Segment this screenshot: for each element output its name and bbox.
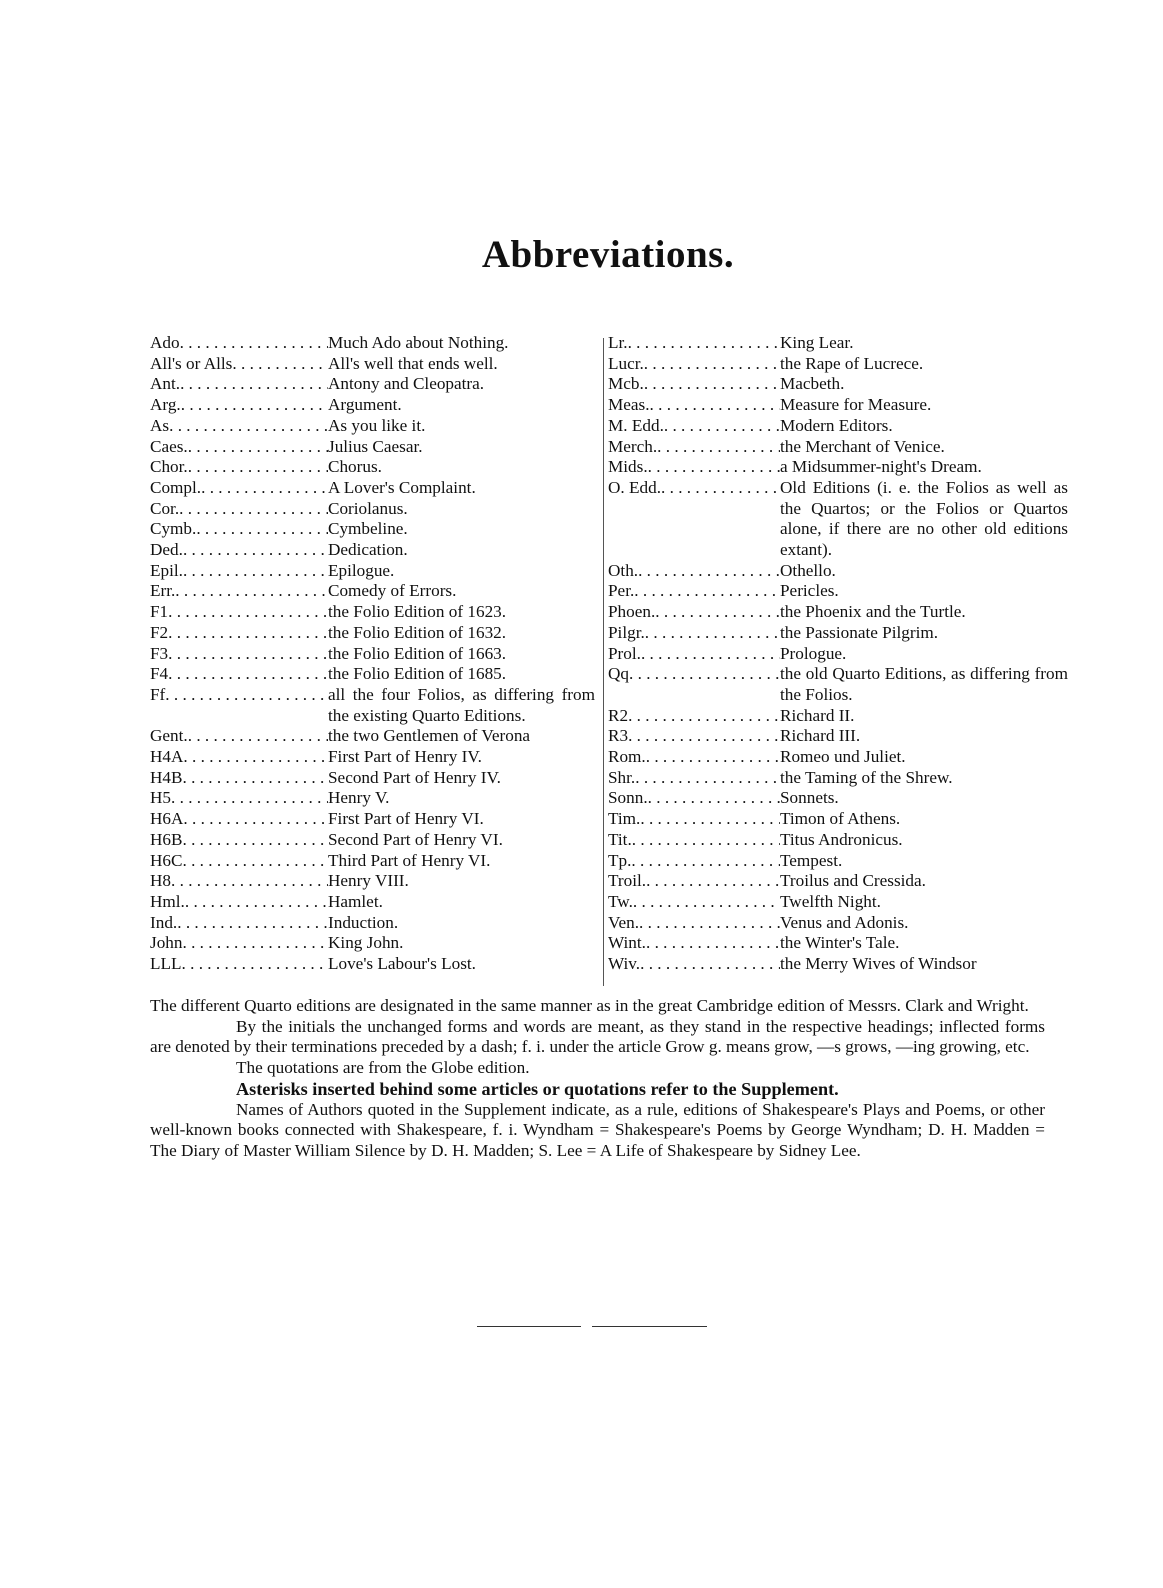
abbreviation-entry bbox=[608, 830, 1068, 851]
notes bbox=[150, 996, 1045, 1162]
dot-leader bbox=[182, 830, 328, 851]
abbreviation-term: F2 bbox=[150, 622, 169, 642]
abbreviation-term-cell bbox=[608, 623, 780, 644]
abbreviation-term: Err. bbox=[150, 581, 176, 601]
abbreviation-meaning: Macbeth. bbox=[780, 374, 845, 394]
abbreviation-term: Troil. bbox=[608, 871, 647, 891]
abbreviation-entry bbox=[150, 561, 595, 582]
dot-leader bbox=[645, 623, 780, 644]
column-divider bbox=[603, 338, 604, 986]
dot-leader bbox=[657, 437, 780, 458]
abbreviation-term: Hml. bbox=[150, 891, 185, 911]
dot-leader bbox=[168, 664, 328, 685]
abbreviation-term-cell bbox=[608, 851, 780, 872]
abbreviation-entry bbox=[608, 788, 1068, 809]
abbreviation-meaning: Old Editions (i. e. the Folios as well as the Quartos; or the Folios or Quartos alone, if there are no other old editions extant). bbox=[780, 477, 1068, 560]
abbreviation-term-cell bbox=[608, 788, 780, 809]
abbreviation-term-cell bbox=[608, 395, 780, 416]
dot-leader bbox=[196, 519, 328, 540]
abbreviation-term-cell bbox=[150, 726, 328, 747]
abbreviation-meaning: the Merchant of Venice. bbox=[780, 436, 945, 456]
abbreviation-meaning: Romeo und Juliet. bbox=[780, 747, 906, 767]
dot-leader bbox=[165, 685, 328, 726]
abbreviation-term: Ven. bbox=[608, 912, 640, 932]
abbreviation-entry bbox=[608, 561, 1068, 582]
abbreviation-term: H6C bbox=[150, 850, 183, 870]
abbreviation-term-cell bbox=[150, 561, 328, 582]
abbreviation-term: Chor. bbox=[150, 457, 188, 477]
abbreviation-term: Meas. bbox=[608, 395, 650, 415]
abbreviation-term-cell bbox=[608, 747, 780, 768]
abbreviation-meaning: the Taming of the Shrew. bbox=[780, 767, 953, 787]
abbreviation-entry bbox=[608, 478, 1068, 561]
abbreviation-entry bbox=[608, 623, 1068, 644]
abbreviation-entry bbox=[608, 913, 1068, 934]
dot-leader bbox=[183, 561, 328, 582]
dot-leader bbox=[179, 499, 328, 520]
abbreviation-entry bbox=[608, 706, 1068, 727]
dot-leader bbox=[168, 602, 328, 623]
dot-leader bbox=[639, 913, 780, 934]
note-quarto-editions: The different Quarto editions are designated in the same manner as in the great Cambridge edition of Messrs. Clark and Wright. bbox=[150, 996, 1029, 1015]
dot-leader bbox=[180, 374, 328, 395]
abbreviation-term: Rom. bbox=[608, 747, 646, 767]
dot-leader bbox=[634, 581, 780, 602]
abbreviation-term-cell bbox=[150, 581, 328, 602]
dot-leader bbox=[180, 333, 328, 354]
abbreviation-entry bbox=[608, 892, 1068, 913]
abbreviation-entry bbox=[150, 892, 595, 913]
abbreviation-term-cell bbox=[150, 954, 328, 975]
dot-leader bbox=[182, 933, 328, 954]
abbreviation-term-cell bbox=[608, 664, 780, 705]
abbreviation-term-cell bbox=[150, 664, 328, 685]
abbreviation-term: Tp. bbox=[608, 850, 632, 870]
dot-leader bbox=[646, 747, 780, 768]
dot-leader bbox=[181, 395, 328, 416]
abbreviation-term-cell bbox=[608, 768, 780, 789]
dot-leader bbox=[661, 478, 780, 561]
abbreviation-term: Ind. bbox=[150, 912, 178, 932]
note-asterisks: Asterisks inserted behind some articles or quotations refer to the Supplement. bbox=[236, 1078, 839, 1099]
abbreviation-entry bbox=[150, 540, 595, 561]
abbreviation-term: R3 bbox=[608, 726, 629, 746]
abbreviation-term-cell bbox=[608, 602, 780, 623]
abbreviation-term: Gent. bbox=[150, 726, 188, 746]
abbreviation-term-cell bbox=[150, 809, 328, 830]
abbreviation-meaning: First Part of Henry IV. bbox=[328, 747, 482, 767]
abbreviation-term: Prol. bbox=[608, 643, 641, 663]
dot-leader bbox=[648, 457, 780, 478]
abbreviation-term: As bbox=[150, 415, 170, 435]
abbreviation-meaning: First Part of Henry VI. bbox=[328, 809, 484, 829]
dot-leader bbox=[182, 768, 328, 789]
dot-leader bbox=[188, 726, 328, 747]
dot-leader bbox=[171, 788, 328, 809]
abbreviation-term-cell bbox=[608, 913, 780, 934]
abbreviation-term-cell bbox=[150, 788, 328, 809]
note-authors: Names of Authors quoted in the Supplement indicate, as a rule, editions of Shakespeare's Plays and Poems, or other well-known books connected with Shakespeare, f. i. Wyndham = Shakespeare's Poems by George Wyndham; D. H. Madden = The Diary of Master William Silence by D. H. Madden; S. Lee = A Life of Shakespeare by Sidney Lee. bbox=[150, 1099, 1045, 1160]
abbreviation-term-cell bbox=[150, 913, 328, 934]
abbreviation-meaning: Chorus. bbox=[328, 457, 382, 477]
abbreviation-entry bbox=[608, 416, 1068, 437]
dot-leader bbox=[183, 747, 328, 768]
abbreviation-term: Sonn. bbox=[608, 788, 648, 808]
abbreviation-term: R2 bbox=[608, 705, 629, 725]
abbreviation-term-cell bbox=[150, 499, 328, 520]
abbreviation-term: Ant. bbox=[150, 374, 181, 394]
abbreviation-term: Pilgr. bbox=[608, 622, 645, 642]
abbreviation-term-cell bbox=[608, 954, 780, 975]
abbreviation-entry bbox=[150, 913, 595, 934]
abbreviation-term: Caes. bbox=[150, 436, 188, 456]
dot-leader bbox=[183, 809, 328, 830]
abbreviation-meaning: Antony and Cleopatra. bbox=[328, 374, 485, 394]
dot-leader bbox=[201, 478, 328, 499]
abbreviation-entry bbox=[608, 644, 1068, 665]
abbreviation-entry bbox=[150, 499, 595, 520]
abbreviation-meaning: Induction. bbox=[328, 912, 399, 932]
dot-leader bbox=[168, 623, 328, 644]
abbreviation-meaning: Troilus and Cressida. bbox=[780, 871, 926, 891]
abbreviation-term: H8 bbox=[150, 871, 172, 891]
abbreviation-term-cell bbox=[608, 892, 780, 913]
abbreviation-entry bbox=[150, 747, 595, 768]
dot-leader bbox=[640, 954, 780, 975]
abbreviation-entry bbox=[608, 437, 1068, 458]
dot-leader bbox=[635, 768, 780, 789]
dot-leader bbox=[628, 706, 780, 727]
dot-leader bbox=[641, 644, 780, 665]
abbreviation-meaning: Henry V. bbox=[328, 788, 390, 808]
abbreviation-meaning: the two Gentlemen of Verona bbox=[328, 726, 531, 746]
abbreviation-term: F3 bbox=[150, 643, 169, 663]
dot-leader bbox=[182, 851, 328, 872]
abbreviation-entry bbox=[150, 809, 595, 830]
dot-leader bbox=[185, 892, 328, 913]
abbreviation-term: F1 bbox=[150, 602, 169, 622]
abbreviation-meaning: Richard II. bbox=[780, 705, 855, 725]
abbreviation-term: Cymb. bbox=[150, 519, 197, 539]
abbreviation-entry bbox=[150, 354, 595, 375]
dot-leader bbox=[188, 437, 328, 458]
abbreviation-entry bbox=[150, 374, 595, 395]
dot-leader bbox=[655, 602, 780, 623]
abbreviation-term-cell bbox=[608, 581, 780, 602]
abbreviation-term-cell bbox=[608, 871, 780, 892]
abbreviation-meaning: Much Ado about Nothing. bbox=[328, 333, 509, 352]
abbreviation-meaning: the Folio Edition of 1623. bbox=[328, 602, 507, 622]
abbreviation-meaning: Second Part of Henry VI. bbox=[328, 829, 503, 849]
abbreviation-meaning: Othello. bbox=[780, 560, 836, 580]
abbreviation-meaning: Pericles. bbox=[780, 581, 839, 601]
abbreviation-term: F4 bbox=[150, 664, 169, 684]
abbreviation-term: Tw. bbox=[608, 891, 633, 911]
abbreviation-term-cell bbox=[150, 892, 328, 913]
abbreviation-term-cell bbox=[608, 374, 780, 395]
abbreviation-meaning: King Lear. bbox=[780, 333, 854, 352]
abbreviation-entry bbox=[150, 664, 595, 685]
abbreviation-term: John bbox=[150, 933, 183, 953]
abbreviation-entry bbox=[608, 726, 1068, 747]
abbreviation-entry bbox=[608, 374, 1068, 395]
abbreviation-meaning: King John. bbox=[328, 933, 404, 953]
abbreviation-term: Shr. bbox=[608, 767, 636, 787]
page-title: Abbreviations. bbox=[481, 233, 735, 276]
abbreviation-entry bbox=[608, 851, 1068, 872]
dot-leader bbox=[638, 561, 780, 582]
dot-leader bbox=[628, 333, 780, 354]
abbreviation-term-cell bbox=[608, 809, 780, 830]
abbreviation-meaning: the old Quarto Editions, as differing from the Folios. bbox=[780, 664, 1068, 704]
abbreviation-term-cell bbox=[608, 644, 780, 665]
abbreviation-entry bbox=[608, 871, 1068, 892]
abbreviation-entry bbox=[150, 457, 595, 478]
dot-leader bbox=[629, 664, 780, 705]
abbreviation-term-cell bbox=[150, 457, 328, 478]
dot-leader bbox=[646, 933, 780, 954]
dot-leader bbox=[648, 788, 780, 809]
abbreviation-meaning: the Merry Wives of Windsor bbox=[780, 954, 977, 974]
dot-leader bbox=[232, 354, 328, 375]
dot-leader bbox=[177, 913, 328, 934]
abbreviation-meaning: Hamlet. bbox=[328, 891, 383, 911]
dot-leader bbox=[182, 954, 329, 975]
abbreviation-meaning: Tempest. bbox=[780, 850, 843, 870]
dot-leader bbox=[644, 374, 780, 395]
abbreviation-term-cell bbox=[150, 871, 328, 892]
abbreviation-meaning: Timon of Athens. bbox=[780, 809, 901, 829]
abbreviation-term-cell bbox=[608, 726, 780, 747]
abbreviation-entry bbox=[608, 457, 1068, 478]
abbreviation-meaning: Comedy of Errors. bbox=[328, 581, 457, 601]
note-globe-edition: The quotations are from the Globe edition. bbox=[236, 1058, 530, 1078]
abbreviation-entry bbox=[608, 395, 1068, 416]
abbreviation-term: H4A bbox=[150, 747, 184, 767]
dot-leader bbox=[632, 830, 780, 851]
abbreviation-meaning: Coriolanus. bbox=[328, 498, 408, 518]
abbreviation-meaning: the Folio Edition of 1663. bbox=[328, 643, 507, 663]
abbreviation-term-cell bbox=[150, 685, 328, 726]
abbreviation-meaning: a Midsummer-night's Dream. bbox=[780, 457, 982, 477]
closing-rule-right bbox=[592, 1326, 707, 1327]
abbreviation-term-cell bbox=[150, 747, 328, 768]
abbreviation-entry bbox=[150, 685, 595, 726]
dot-leader bbox=[664, 416, 780, 437]
dot-leader bbox=[650, 395, 780, 416]
abbreviation-term-cell bbox=[150, 333, 328, 354]
abbreviation-entry bbox=[150, 851, 595, 872]
abbreviation-term-cell bbox=[150, 374, 328, 395]
abbreviation-term-cell bbox=[150, 602, 328, 623]
abbreviation-entry bbox=[150, 519, 595, 540]
abbreviation-term: Ff bbox=[150, 684, 166, 704]
abbreviation-meaning: Argument. bbox=[328, 395, 402, 415]
abbreviation-term-cell bbox=[608, 933, 780, 954]
abbreviation-term: Per. bbox=[608, 581, 635, 601]
dot-leader bbox=[628, 726, 780, 747]
abbreviation-meaning: the Phoenix and the Turtle. bbox=[780, 602, 966, 622]
abbreviation-entry bbox=[608, 581, 1068, 602]
abbreviation-entry bbox=[150, 416, 595, 437]
abbreviation-entry bbox=[150, 933, 595, 954]
abbreviation-term-cell bbox=[608, 354, 780, 375]
abbreviation-term-cell bbox=[608, 333, 780, 354]
abbreviation-term-cell bbox=[608, 830, 780, 851]
abbreviation-meaning: Third Part of Henry VI. bbox=[328, 850, 491, 870]
abbreviation-term-cell bbox=[150, 851, 328, 872]
abbreviation-meaning: Sonnets. bbox=[780, 788, 839, 808]
dot-leader bbox=[646, 871, 780, 892]
abbreviation-entry bbox=[150, 768, 595, 789]
abbreviation-meaning: As you like it. bbox=[328, 415, 426, 435]
abbreviation-entry bbox=[608, 664, 1068, 705]
abbreviation-list-left bbox=[150, 333, 595, 975]
abbreviation-term: All's or Alls bbox=[150, 353, 233, 373]
abbreviation-term-cell bbox=[150, 416, 328, 437]
abbreviation-term: H6B bbox=[150, 829, 183, 849]
abbreviation-term: O. Edd. bbox=[608, 477, 661, 497]
abbreviation-entry bbox=[150, 395, 595, 416]
dot-leader bbox=[175, 581, 328, 602]
abbreviation-term: Lucr. bbox=[608, 353, 644, 373]
closing-rule-left bbox=[477, 1326, 581, 1327]
abbreviation-term: Ado bbox=[150, 333, 180, 352]
abbreviation-entry bbox=[608, 354, 1068, 375]
dot-leader bbox=[171, 871, 328, 892]
abbreviation-term-cell bbox=[608, 706, 780, 727]
abbreviation-term-cell bbox=[608, 457, 780, 478]
abbreviation-meaning: Julius Caesar. bbox=[328, 436, 423, 456]
note-initials: By the initials the unchanged forms and words are meant, as they stand in the respective headings; inflected forms are denoted by their terminations preceded by a dash; f. i. under the article Grow g. means grow, —s grows, —ing growing, etc. bbox=[150, 1016, 1045, 1057]
abbreviation-term-cell bbox=[150, 354, 328, 375]
dot-leader bbox=[183, 540, 328, 561]
abbreviation-meaning: Twelfth Night. bbox=[780, 891, 881, 911]
abbreviation-entry bbox=[150, 333, 595, 354]
abbreviation-entry bbox=[150, 437, 595, 458]
abbreviation-meaning: the Rape of Lucrece. bbox=[780, 353, 924, 373]
abbreviation-term-cell bbox=[150, 478, 328, 499]
abbreviation-term: Mids. bbox=[608, 457, 648, 477]
abbreviation-meaning: Prologue. bbox=[780, 643, 847, 663]
abbreviation-entry bbox=[150, 788, 595, 809]
dot-leader bbox=[644, 354, 780, 375]
abbreviation-term-cell bbox=[150, 830, 328, 851]
abbreviation-entry bbox=[150, 602, 595, 623]
abbreviation-entry bbox=[608, 933, 1068, 954]
abbreviation-term: H5 bbox=[150, 788, 172, 808]
abbreviation-term-cell bbox=[608, 478, 780, 561]
abbreviation-term-cell bbox=[150, 395, 328, 416]
dot-leader bbox=[631, 851, 780, 872]
abbreviation-term-cell bbox=[150, 437, 328, 458]
abbreviation-term-cell bbox=[150, 933, 328, 954]
abbreviation-term-cell bbox=[150, 768, 328, 789]
abbreviation-meaning: Richard III. bbox=[780, 726, 861, 746]
abbreviation-term-cell bbox=[608, 437, 780, 458]
abbreviation-term: Compl. bbox=[150, 477, 202, 497]
abbreviation-term-cell bbox=[608, 561, 780, 582]
abbreviation-term: H6A bbox=[150, 809, 184, 829]
abbreviation-entry bbox=[608, 768, 1068, 789]
dot-leader bbox=[188, 457, 328, 478]
abbreviation-entry bbox=[150, 478, 595, 499]
dot-leader bbox=[633, 892, 780, 913]
abbreviation-meaning: Henry VIII. bbox=[328, 871, 409, 891]
abbreviation-term: Tim. bbox=[608, 809, 641, 829]
abbreviation-entry bbox=[150, 830, 595, 851]
abbreviation-term: Phoen. bbox=[608, 602, 656, 622]
abbreviation-meaning: Modern Editors. bbox=[780, 415, 893, 435]
abbreviation-entry bbox=[608, 954, 1068, 975]
abbreviation-entry bbox=[608, 602, 1068, 623]
abbreviation-term-cell bbox=[608, 416, 780, 437]
abbreviation-term-cell bbox=[150, 644, 328, 665]
abbreviation-entry bbox=[150, 581, 595, 602]
abbreviation-entry bbox=[150, 871, 595, 892]
abbreviation-meaning: the Winter's Tale. bbox=[780, 933, 900, 953]
abbreviation-term-cell bbox=[150, 519, 328, 540]
abbreviation-meaning: Cymbeline. bbox=[328, 519, 408, 539]
abbreviation-term: Oth. bbox=[608, 560, 639, 580]
abbreviation-term: Wiv. bbox=[608, 954, 641, 974]
abbreviation-entry bbox=[150, 726, 595, 747]
abbreviation-meaning: the Folio Edition of 1632. bbox=[328, 622, 507, 642]
abbreviation-term: Lr. bbox=[608, 333, 628, 352]
abbreviation-term: Wint. bbox=[608, 933, 646, 953]
abbreviation-term: Merch. bbox=[608, 436, 658, 456]
abbreviation-meaning: Venus and Adonis. bbox=[780, 912, 909, 932]
abbreviation-meaning: Dedication. bbox=[328, 540, 408, 560]
abbreviation-meaning: the Folio Edition of 1685. bbox=[328, 664, 507, 684]
abbreviation-term-cell bbox=[150, 540, 328, 561]
abbreviation-meaning: All's well that ends well. bbox=[328, 353, 498, 373]
abbreviation-meaning: A Lover's Complaint. bbox=[328, 477, 476, 497]
abbreviation-term: LLL bbox=[150, 954, 182, 974]
dot-leader bbox=[168, 644, 328, 665]
abbreviation-term: Cor. bbox=[150, 498, 180, 518]
abbreviation-term: Arg. bbox=[150, 395, 181, 415]
dot-leader bbox=[640, 809, 780, 830]
abbreviation-meaning: Love's Labour's Lost. bbox=[328, 954, 476, 974]
abbreviation-term: Tit. bbox=[608, 829, 632, 849]
abbreviation-meaning: the Passionate Pilgrim. bbox=[780, 622, 939, 642]
abbreviation-entry bbox=[608, 747, 1068, 768]
abbreviation-meaning: all the four Folios, as differing from the existing Quarto Editions. bbox=[328, 684, 595, 725]
abbreviation-entry bbox=[150, 644, 595, 665]
abbreviation-term: Qq bbox=[608, 664, 630, 684]
abbreviation-meaning: Second Part of Henry IV. bbox=[328, 767, 501, 787]
abbreviation-entry bbox=[150, 623, 595, 644]
abbreviation-entry bbox=[608, 809, 1068, 830]
abbreviation-term: H4B bbox=[150, 767, 183, 787]
abbreviation-meaning: Titus Andronicus. bbox=[780, 829, 903, 849]
abbreviation-entry bbox=[608, 333, 1068, 354]
abbreviation-meaning: Epilogue. bbox=[328, 560, 395, 580]
abbreviation-term-cell bbox=[150, 623, 328, 644]
abbreviation-entry bbox=[150, 954, 595, 975]
abbreviation-term: Ded. bbox=[150, 540, 183, 560]
abbreviation-meaning: Measure for Measure. bbox=[780, 395, 932, 415]
abbreviation-term: Mcb. bbox=[608, 374, 644, 394]
dot-leader bbox=[169, 416, 328, 437]
abbreviation-term: Epil. bbox=[150, 560, 183, 580]
abbreviation-list-right bbox=[608, 333, 1068, 975]
abbreviation-term: M. Edd. bbox=[608, 415, 664, 435]
